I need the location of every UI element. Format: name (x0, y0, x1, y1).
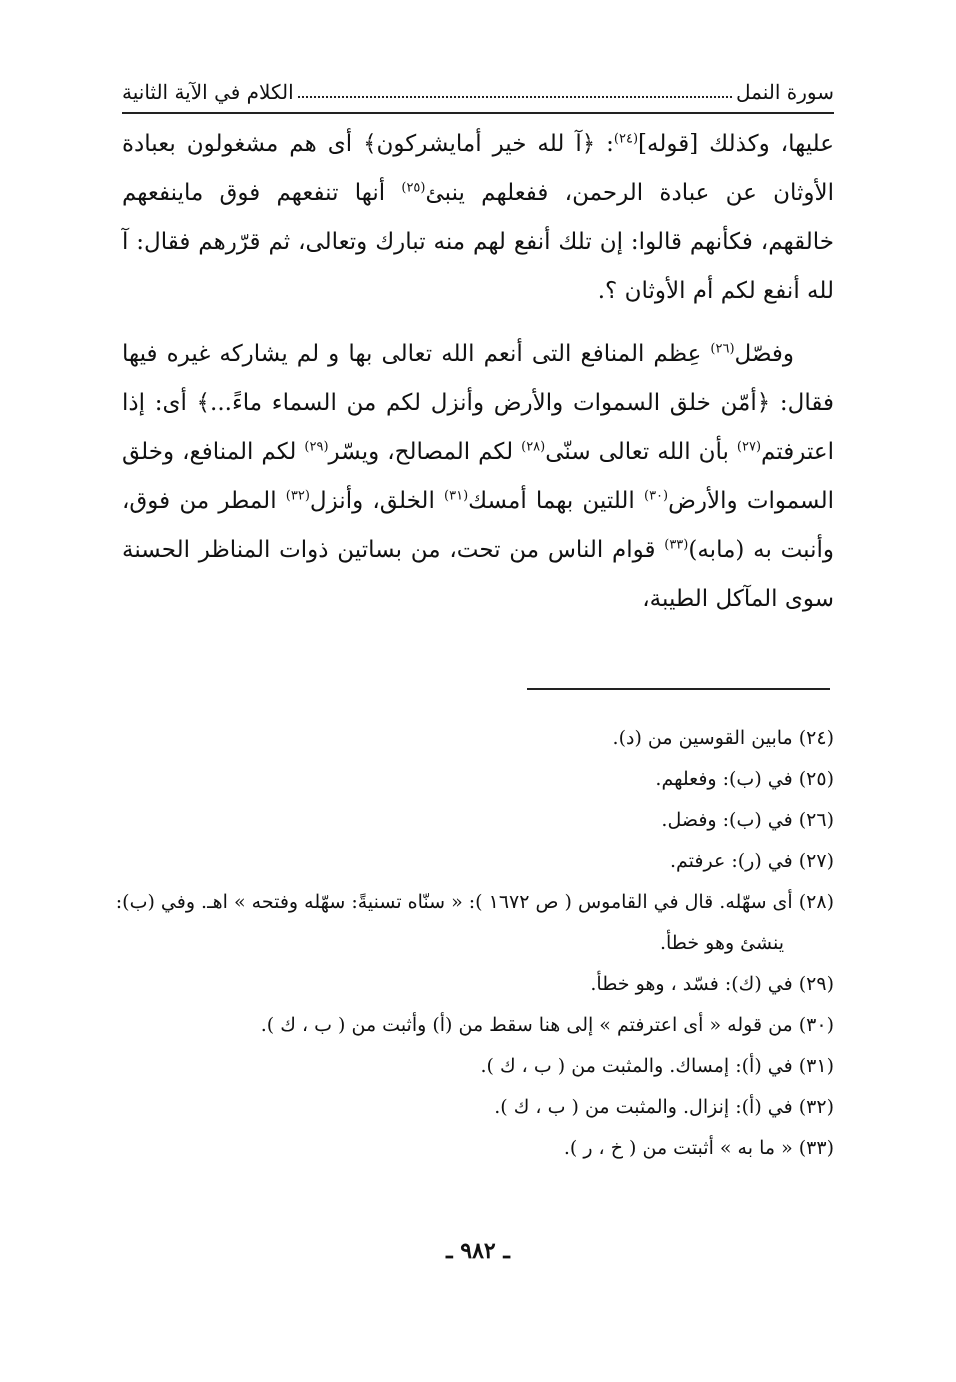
text-segment: بأن الله تعالى سنّى (545, 439, 737, 465)
footnote-ref: (٢٥) (401, 180, 426, 196)
footnote (100, 718, 834, 759)
text-segment: : ﴿آ لله خير أمايشركون﴾ أى هم مشغولون بعبادة الأوثان عن عبادة الرحمن، ففعلهم ينبئ (122, 131, 835, 206)
footnote (100, 759, 834, 800)
footnote-ref: (٣٢) (285, 488, 310, 504)
footnote-text: (٢٤) مابين القوسين من (د). (612, 727, 834, 749)
footnote (100, 1046, 834, 1087)
header-rule (122, 112, 834, 114)
footnote-text: (٣٠) من قوله « أى اعترفتم » إلى هنا سقط من (أ) وأثبت من ( ب ، ك ). (260, 1014, 834, 1036)
footnote (100, 1087, 834, 1128)
footnote-text: (٣٣) « ما به » أثبتت من ( خ ، ر ). (563, 1137, 834, 1159)
footnote-ref: (٢٤) (613, 131, 639, 147)
header-dot-leader (298, 96, 732, 98)
footnote-ref: (٢٩) (304, 439, 329, 455)
footnote (100, 882, 834, 964)
header-surah-title: سورة النمل (736, 80, 834, 104)
text-segment: أنها تنفعهم فوق ماينفعهم خالقهم، فكأنهم قالوا: إن تلك أنفع لهم منه تبارك وتعالى، ثم قرّرهم فقال: آ لله أنفع لكم أم الأوثان ؟. (122, 180, 834, 304)
footnote (100, 1128, 834, 1169)
footnote-ref: (٢٨) (521, 439, 546, 455)
text-segment: اللتين بهما أمسك (468, 488, 644, 514)
running-header (122, 70, 834, 104)
paragraph-2 (122, 330, 834, 624)
header-section-title: الكلام في الآية الثانية (122, 80, 294, 104)
text-segment: الخلق، وأنزل (309, 488, 445, 514)
footnote-text: (٢٩) في (ك): فسّد ، وهو خطأ. (590, 973, 834, 995)
footnote-text: (٣٢) في (أ): إنزال. والمثبت من ( ب ، ك ). (494, 1096, 834, 1118)
paragraph-1 (122, 120, 834, 316)
footnote-ref: (٢٧) (736, 439, 762, 455)
footnote-ref: (٢٦) (710, 341, 735, 357)
footnote-ref: (٣٣) (664, 537, 689, 553)
footnote (100, 964, 834, 1005)
text-segment: المطر من فوق، وأنبت به (مابه) (122, 488, 834, 563)
footnote-text: (٢٧) في (ر): عرفتم. (669, 850, 834, 872)
footnote (100, 800, 834, 841)
text-segment: قوام الناس من تحت، من بساتين ذوات المناظر الحسنة سوى المآكل الطيبة، (122, 537, 834, 612)
footnote-rule (527, 688, 830, 690)
text-segment: عِظم المنافع التى أنعم الله تعالى بها و لم يشاركه غيره فيها فقال: ﴿أمّن خلق السموات والأرض وأنزل لكم من السماء ماءً...﴾ أى: إذا اعترفتم (122, 341, 835, 465)
footnote-continuation: ينشئ وهو خطأ. (659, 932, 784, 954)
footnote-ref: (٣٠) (644, 488, 669, 504)
page-number: ـ ٩٨٢ ـ (446, 1238, 510, 1264)
main-text (122, 120, 834, 624)
text-segment: لكم المنافع، وخلق السموات والأرض (122, 439, 834, 514)
text-segment: وفصّل (734, 341, 794, 367)
text-segment: لكم المصالح، ويسّر (328, 439, 522, 465)
footnote-ref: (٣١) (444, 488, 469, 504)
footnote (100, 841, 834, 882)
footnote-text: (٢٨) أى سهّله. قال في القاموس ( ص ١٦٧٢ ): « سنّاه تسنيةً: سهّله وفتحه » اهـ. وفي (ب): (115, 891, 834, 913)
footnote (100, 1005, 834, 1046)
footnote-text: (٢٥) في (ب): وفعلهم. (655, 768, 834, 790)
footnote-text: (٣١) في (أ): إمساك. والمثبت من ( ب ، ك ). (480, 1055, 834, 1077)
text-segment: عليها، وكذلك [قوله] (638, 131, 834, 157)
footnote-text: (٢٦) في (ب): وفضل. (661, 809, 834, 831)
footnotes (100, 718, 834, 1169)
